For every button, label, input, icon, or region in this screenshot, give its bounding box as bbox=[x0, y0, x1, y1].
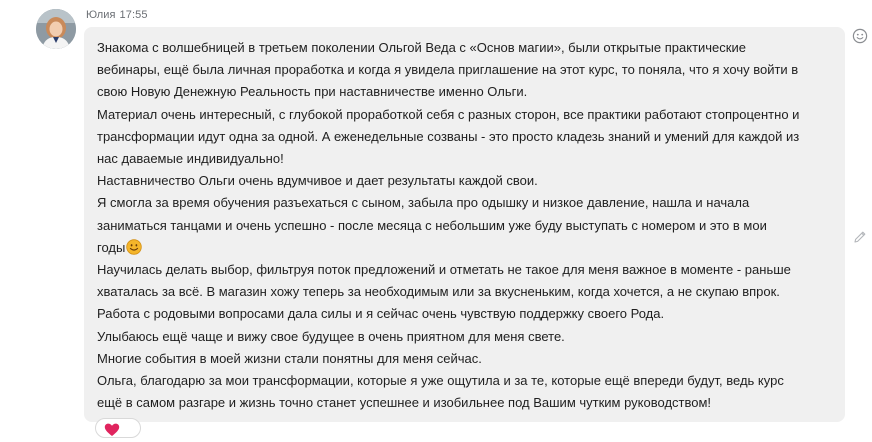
message-paragraph: Материал очень интересный, с глубокой проработкой себя с разных сторон, все практики работают стопроцентно и трансформации идут одна за одной. А еженедельные созваны - это просто кладезь знаний и умений для каждой из нас даваемые индивидуально! bbox=[97, 106, 800, 167]
message-paragraph: Научилась делать выбор, фильтруя поток предложений и отметать не такое для меня важное в моменте - раньше хваталась за всё. В магазин хожу теперь за необходимым или за вкусненьким, когда хочется, а не скупаю впрок. bbox=[97, 262, 791, 300]
message-paragraph-text: Я смогла за время обучения разъехаться с сыном, забыла про одышку и низкое давление, нашла и начала заниматься танцами и очень успешно - после месяца с небольшим уже буду выступать с номером и это в мои годы bbox=[97, 195, 767, 255]
heart-icon bbox=[104, 423, 120, 442]
message-text bbox=[97, 37, 839, 414]
message-paragraph: Ольга, благодарю за мои трансформации, которые я уже ощутила и за те, которые ещё впереди будут, ведь курс ещё в самом разгаре и жизнь точно станет успешнее и изобильнее под Вашим чутким руководством! bbox=[97, 373, 784, 411]
smiling-face-emoji bbox=[126, 239, 142, 255]
message-paragraph bbox=[97, 192, 839, 259]
smile-icon[interactable] bbox=[852, 28, 868, 44]
message-time: 17:55 bbox=[119, 9, 148, 21]
message-paragraph: Улыбаюсь ещё чаще и вижу свое будущее в очень приятном для меня свете. bbox=[97, 328, 565, 344]
avatar-photo bbox=[36, 9, 76, 49]
reaction-chip[interactable] bbox=[95, 418, 141, 438]
message-paragraph: Работа с родовыми вопросами дала силы и я сейчас очень чувствую поддержку своего Рода. bbox=[97, 306, 665, 322]
message-paragraph: Знакома с волшебницей в третьем поколении Ольгой Веда с «Основ магии», были открытые практические вебинары, ещё была личная проработка и когда я увидела приглашение на этот курс, то поняла, что я хочу войти в свою Новую Денежную Реальность при наставничестве именно Ольги. bbox=[97, 40, 799, 100]
pencil-icon[interactable] bbox=[852, 229, 868, 245]
message-paragraph: Многие события в моей жизни стали понятны для меня сейчас. bbox=[97, 350, 482, 366]
message-paragraph: Наставничество Ольги очень вдумчивое и дает результаты каждой свои. bbox=[97, 173, 538, 189]
message-header bbox=[86, 9, 148, 21]
avatar[interactable] bbox=[36, 9, 76, 49]
sender-name[interactable]: Юлия bbox=[86, 9, 116, 21]
